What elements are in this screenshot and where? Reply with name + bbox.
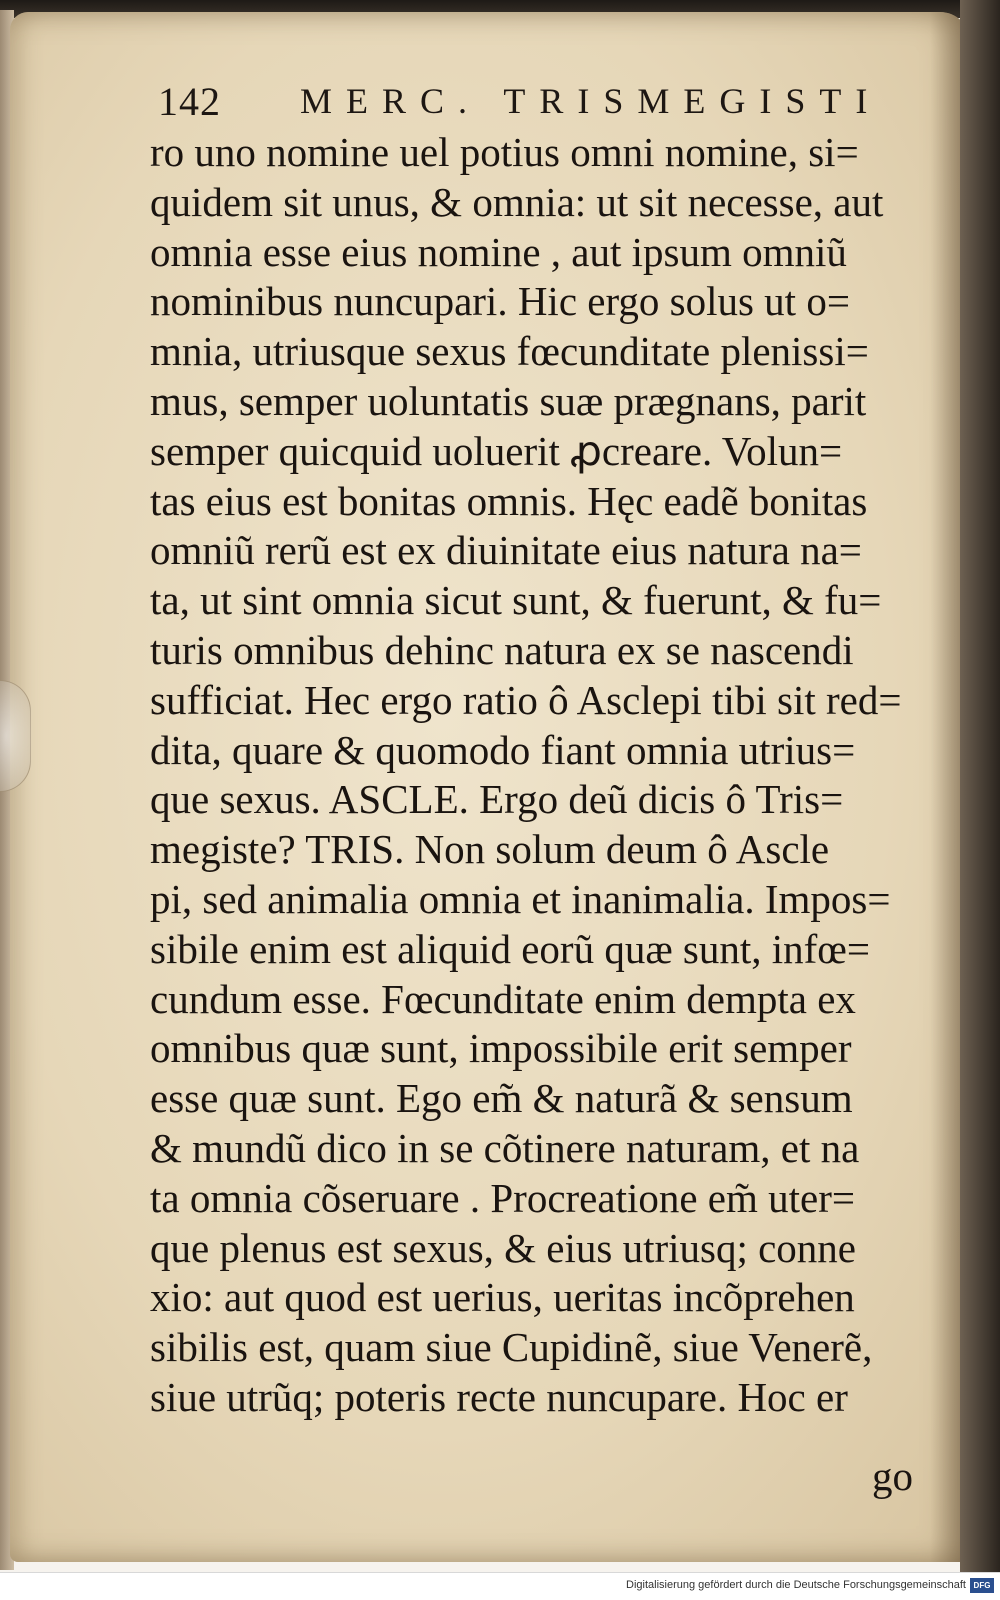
scanner-background-right — [960, 0, 1000, 1572]
text-line: sibile enim est aliquid eorũ quæ sunt, infœ= — [150, 925, 871, 972]
text-line: xio: aut quod est uerius, ueritas incõprehen — [150, 1274, 855, 1321]
running-head: MERC. TRISMEGISTI — [300, 81, 882, 121]
page-header — [158, 74, 948, 134]
page-number: 142 — [158, 79, 221, 124]
text-line: megiste? TRIS. Non solum deum ô Ascle — [150, 826, 830, 873]
text-line: sibilis est, quam siue Cupidinẽ, siue Venerẽ, — [150, 1324, 873, 1371]
text-line: & mundũ dico in se cõtinere naturam, et na — [150, 1124, 860, 1171]
text-line: quidem sit unus, & omnia: ut sit necesse, aut — [150, 178, 884, 225]
catchword: go — [872, 1453, 913, 1499]
text-line: que plenus est sexus, & eius utriusq; conne — [150, 1224, 857, 1271]
text-line: mus, semper uoluntatis suæ prægnans, parit — [150, 377, 867, 424]
text-line: ta, ut sint omnia sicut sunt, & fuerunt, & fu= — [150, 577, 882, 624]
funding-credit: Digitalisierung gefördert durch die Deutsche Forschungsgemeinschaft — [626, 1579, 966, 1591]
text-block — [150, 128, 940, 1423]
footer-bar — [0, 1572, 1000, 1600]
text-line: omniũ rerũ est ex diuinitate eius natura na= — [150, 527, 862, 574]
text-line: pi, sed animalia omnia et inanimalia. Impos= — [150, 875, 891, 922]
text-line: dita, quare & quomodo fiant omnia utrius= — [150, 726, 856, 773]
text-line: omnia esse eius nomine , aut ipsum omniũ — [150, 228, 847, 275]
page-clip — [0, 680, 31, 792]
text-line: turis omnibus dehinc natura ex se nascendi — [150, 626, 854, 673]
text-line: que sexus. ASCLE. Ergo deũ dicis ô Tris= — [150, 776, 844, 823]
text-line: semper quicquid uoluerit ꝓcreare. Volun= — [150, 427, 843, 474]
text-line: esse quæ sunt. Ego em̃ & naturã & sensum — [150, 1075, 853, 1122]
text-line: mnia, utriusque sexus fœcunditate plenissi= — [150, 328, 869, 375]
text-line: tas eius est bonitas omnis. Hęc eadẽ bonitas — [150, 477, 868, 524]
text-line: ro uno nomine uel potius omni nomine, si= — [150, 129, 859, 175]
text-line: cundum esse. Fœcunditate enim dempta ex — [150, 975, 856, 1022]
text-line: ta omnia cõseruare . Procreatione em̃ uter= — [150, 1174, 856, 1221]
dfg-logo-icon: DFG — [970, 1578, 994, 1593]
text-line: nominibus nuncupari. Hic ergo solus ut o= — [150, 278, 850, 325]
text-line: omnibus quæ sunt, impossibile erit semper — [150, 1025, 852, 1072]
text-line: sufficiat. Hec ergo ratio ô Asclepi tibi sit red= — [150, 676, 902, 723]
text-line: siue utrũq; poteris recte nuncupare. Hoc er — [150, 1373, 848, 1420]
